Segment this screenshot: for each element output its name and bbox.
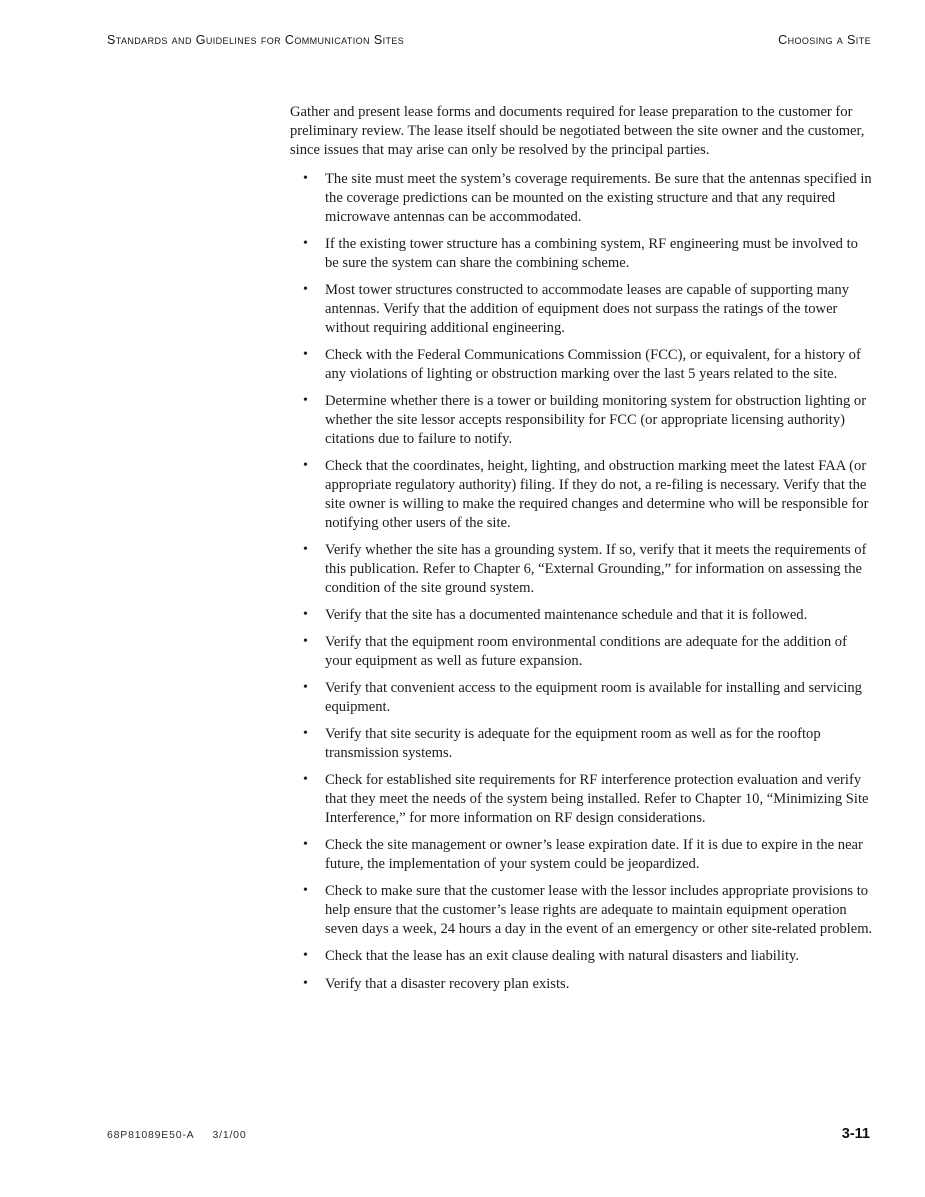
bullet-icon: •: [303, 282, 308, 298]
footer-doc-number: 68P81089E50-A: [107, 1129, 195, 1141]
header-document-title: Standards and Guidelines for Communication Sites: [107, 33, 405, 47]
bullet-item: [290, 633, 874, 671]
bullet-text: Verify that the site has a documented maintenance schedule and that it is followed.: [325, 606, 808, 623]
bullet-item: [290, 606, 874, 625]
bullet-text: Verify whether the site has a grounding system. If so, verify that it meets the requirements of this publication. Refer to Chapter 6, “External Grounding,” for information on assessing the condition of the site ground system.: [325, 541, 867, 596]
bullet-item: [290, 947, 874, 966]
bullet-text: Check that the lease has an exit clause dealing with natural disasters and liability.: [325, 948, 800, 965]
bullet-icon: •: [303, 458, 308, 474]
bullet-icon: •: [303, 726, 308, 742]
bullet-icon: •: [303, 606, 308, 622]
running-header: [107, 33, 871, 47]
bullet-item: [290, 541, 874, 597]
bullet-text: Determine whether there is a tower or building monitoring system for obstruction lighting or whether the site lessor accepts responsibility for FCC (or appropriate licensing authority) citations due to failure to notify.: [325, 393, 867, 447]
bullet-item: [290, 679, 874, 717]
bullet-item: [290, 170, 874, 226]
bullet-icon: •: [303, 393, 308, 409]
bullet-icon: •: [303, 236, 308, 252]
bullet-item: [290, 346, 874, 384]
bullet-item: [290, 392, 874, 448]
header-section-title: Choosing a Site: [778, 33, 871, 47]
bullet-icon: •: [303, 634, 308, 650]
bullet-item: [290, 457, 874, 532]
bullet-item: [290, 771, 874, 827]
bullet-icon: •: [303, 772, 308, 788]
bullet-text: Check for established site requirements for RF interference protection evaluation and verify that they meet the needs of the system being installed. Refer to Chapter 10, “Minimizing Site Interference,” for more information on RF design considerations.: [325, 772, 869, 826]
bullet-text: Verify that a disaster recovery plan exists.: [325, 975, 570, 992]
bullet-text: If the existing tower structure has a combining system, RF engineering must be involved to be sure the system can share the combining scheme.: [325, 236, 858, 272]
bullet-item: [290, 882, 874, 938]
bullet-icon: •: [303, 171, 308, 187]
bullet-text: Check with the Federal Communications Commission (FCC), or equivalent, for a history of any violations of lighting or obstruction marking over the last 5 years related to the site.: [325, 347, 861, 383]
bullet-icon: •: [303, 837, 308, 853]
bullet-item: [290, 836, 874, 874]
footer-doc-date: 3/1/00: [212, 1129, 247, 1141]
page-body: [290, 103, 874, 1002]
bullet-text: Most tower structures constructed to accommodate leases are capable of supporting many antennas. Verify that the addition of equipment does not surpass the ratings of the tower without requiring additional engineering.: [325, 282, 849, 336]
footer-doc-info: [107, 1129, 246, 1141]
bullet-text: Verify that site security is adequate for the equipment room as well as for the rooftop transmission systems.: [325, 726, 821, 762]
intro-paragraph: Gather and present lease forms and documents required for lease preparation to the customer for preliminary review. The lease itself should be negotiated between the site owner and the customer, since issues that may arise can only be resolved by the principal parties.: [290, 104, 865, 158]
bullet-text: Check that the coordinates, height, lighting, and obstruction marking meet the latest FAA (or appropriate regulatory authority) filing. If they do not, a re-filing is necessary. Verify that the site owner is willing to make the required changes and determine who will be responsible for notifying other users of the site.: [325, 458, 869, 531]
bullet-icon: •: [303, 975, 308, 991]
bullet-list: [290, 170, 874, 993]
footer-page-number: 3-11: [841, 1126, 870, 1142]
bullet-item: [290, 281, 874, 337]
bullet-icon: •: [303, 541, 308, 557]
running-footer: [107, 1126, 870, 1142]
bullet-item: [290, 235, 874, 273]
bullet-icon: •: [303, 347, 308, 363]
bullet-text: The site must meet the system’s coverage requirements. Be sure that the antennas specified in the coverage predictions can be mounted on the existing structure and that any required microwave antennas can be accommodated.: [325, 171, 872, 225]
bullet-item: [290, 975, 874, 994]
bullet-text: Verify that the equipment room environmental conditions are adequate for the addition of your equipment as well as future expansion.: [325, 634, 847, 669]
bullet-text: Check the site management or owner’s lease expiration date. If it is due to expire in the near future, the implementation of your system could be jeopardized.: [325, 837, 863, 873]
bullet-icon: •: [303, 948, 308, 964]
bullet-icon: •: [303, 883, 308, 899]
bullet-text: Verify that convenient access to the equipment room is available for installing and servicing equipment.: [325, 680, 862, 716]
bullet-icon: •: [303, 680, 308, 696]
bullet-item: [290, 725, 874, 763]
bullet-text: Check to make sure that the customer lease with the lessor includes appropriate provisions to help ensure that the customer’s lease rights are adequate to maintain equipment operation seven days a week, 24 hours a day in the event of an emergency or other site-related problem.: [325, 883, 873, 937]
